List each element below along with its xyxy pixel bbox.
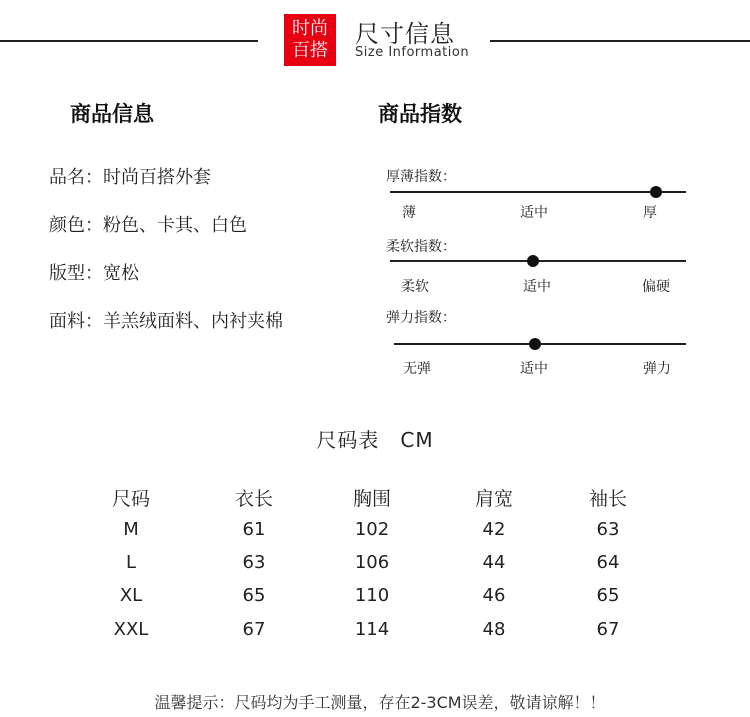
elasticity-mid-text: 适中	[520, 361, 548, 377]
logo-line-1: 时尚	[292, 18, 328, 39]
table-cell: 110	[354, 585, 390, 606]
table-cell: 64	[596, 552, 620, 573]
table-cell: 65	[596, 585, 620, 606]
table-cell: 42	[482, 519, 506, 540]
elasticity-indicator-dot	[529, 338, 541, 350]
table-cell: XL	[119, 585, 143, 606]
info-key: 颜色：	[49, 215, 103, 236]
table-cell: 61	[242, 519, 266, 540]
table-cell: 63	[242, 552, 266, 573]
thickness-right-text: 厚	[643, 205, 657, 221]
size-header: 尺码	[111, 488, 150, 510]
table-cell: 44	[482, 552, 506, 573]
sleeve-header: 袖长	[588, 488, 627, 510]
table-cell: M	[123, 519, 139, 540]
shoulder-header: 肩宽	[474, 488, 513, 510]
table-cell: 106	[354, 552, 390, 573]
thickness-scale-line	[390, 191, 686, 193]
info-key: 面料：	[49, 311, 103, 332]
table-cell: 48	[482, 619, 506, 640]
elasticity-right-text: 弹力	[643, 361, 671, 377]
info-row-color	[49, 211, 247, 237]
info-value: 时尚百搭外套	[103, 167, 211, 188]
info-row-name	[49, 163, 211, 189]
info-value: 羊羔绒面料、内衬夹棉	[103, 311, 283, 332]
softness-mid-text: 适中	[523, 279, 551, 295]
table-cell: 65	[242, 585, 266, 606]
table-cell: 67	[596, 619, 620, 640]
measurement-note: 温馨提示：尺码均为手工测量，存在2-3CM误差，敬请谅解！！	[154, 693, 606, 712]
table-cell: XXL	[113, 619, 149, 640]
page-subtitle: Size Information	[355, 45, 470, 60]
softness-right-text: 偏硬	[642, 279, 670, 295]
elasticity-index-label: 弹力指数：	[386, 310, 456, 326]
page-title: 尺寸信息	[355, 20, 455, 48]
product-info-title: 商品信息	[70, 102, 154, 126]
info-key: 版型：	[49, 263, 103, 284]
info-key: 品名：	[49, 167, 103, 188]
thickness-left-text: 薄	[402, 205, 416, 221]
softness-left-text: 柔软	[401, 279, 429, 295]
product-index-title: 商品指数	[378, 102, 462, 126]
table-cell: 102	[354, 519, 390, 540]
table-cell: 46	[482, 585, 506, 606]
info-row-fit	[49, 259, 139, 285]
table-cell: 67	[242, 619, 266, 640]
table-cell: L	[125, 552, 137, 573]
table-cell: 114	[354, 619, 390, 640]
info-row-fabric	[49, 307, 283, 333]
softness-indicator-dot	[527, 255, 539, 267]
thickness-index-label: 厚薄指数：	[386, 169, 456, 185]
chest-header: 胸围	[352, 488, 391, 510]
header-line-left	[0, 40, 258, 42]
size-table-title: 尺码表 CM	[316, 428, 434, 452]
info-value: 粉色、卡其、白色	[103, 215, 247, 236]
length-header: 衣长	[234, 488, 273, 510]
logo-line-2: 百搭	[292, 40, 328, 61]
header-line-right	[490, 40, 750, 42]
brand-logo	[284, 14, 336, 66]
softness-index-label: 柔软指数：	[386, 239, 456, 255]
thickness-indicator-dot	[650, 186, 662, 198]
elasticity-left-text: 无弹	[403, 361, 431, 377]
table-cell: 63	[596, 519, 620, 540]
thickness-mid-text: 适中	[520, 205, 548, 221]
info-value: 宽松	[103, 263, 139, 284]
